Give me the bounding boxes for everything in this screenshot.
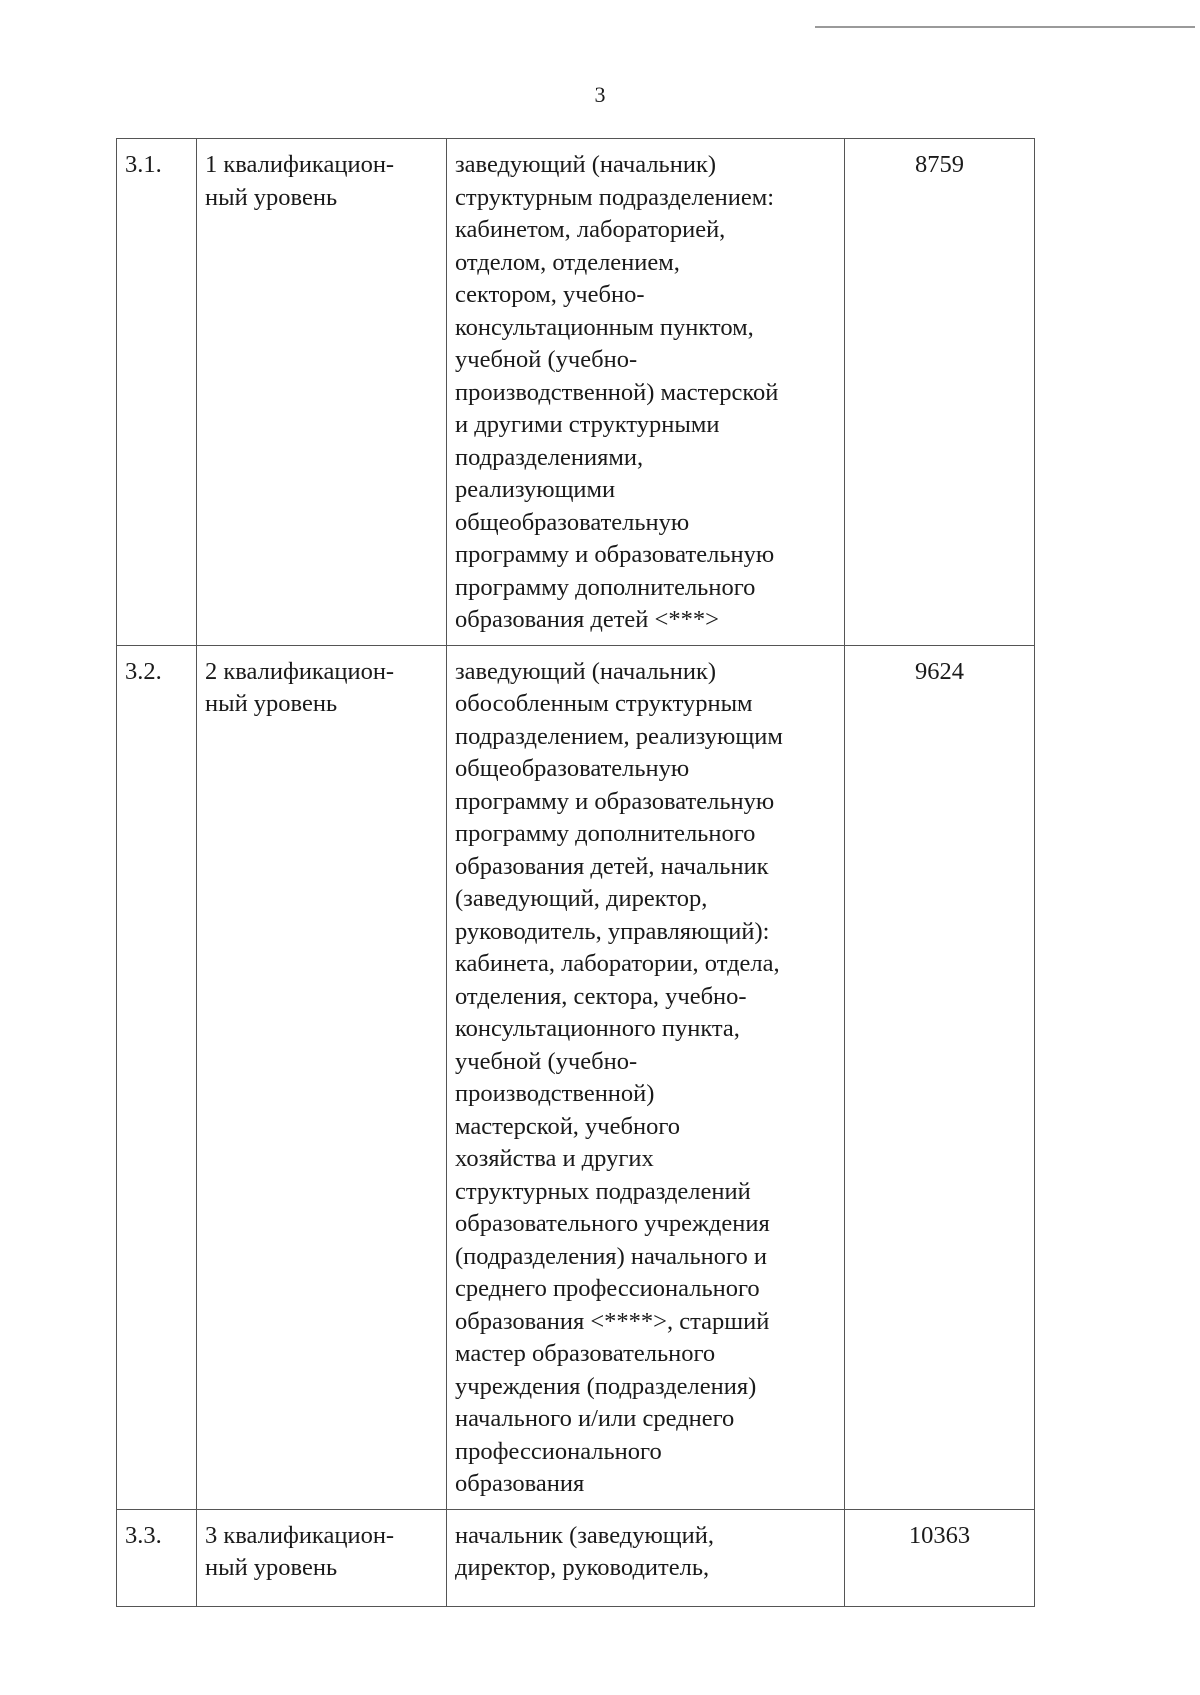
qualification-level: 3 квалификацион- ный уровень [197, 1509, 447, 1606]
position-list: заведующий (начальник) обособленным структурным подразделением, реализующим общеобразовательную программу и образовательную программу дополнительного образования детей, начальник (заведующий, директор, руководитель, управляющий): кабинета, лаборатории, отдела, отделения, сектора, учебно- консультационного пункта, учебной (учебно- производственной) мастерской, учебного хозяйства и других структурных подразделений образовательного учреждения (подразделения) начального и среднего профессионального образования <****>, старший мастер образовательного учреждения (подразделения) начального и/или среднего профессионального образования [447, 645, 845, 1509]
row-number: 3.3. [117, 1509, 197, 1606]
table-row [117, 139, 1035, 646]
position-list: заведующий (начальник) структурным подразделением: кабинетом, лабораторией, отделом, отделением, сектором, учебно- консультационным пунктом, учебной (учебно- производственной) мастерской и другими структурными подразделениями, реализующими общеобразовательную программу и образовательную программу дополнительного образования детей <***> [447, 139, 845, 646]
scan-edge-line [815, 26, 1195, 28]
salary-amount: 9624 [845, 645, 1035, 1509]
position-list: начальник (заведующий, директор, руководитель, [447, 1509, 845, 1606]
page-number: 3 [594, 82, 606, 107]
salary-amount: 10363 [845, 1509, 1035, 1606]
qualification-level: 1 квалификацион- ный уровень [197, 139, 447, 646]
table-row [117, 645, 1035, 1509]
qualification-salary-table [116, 138, 1035, 1607]
row-number: 3.2. [117, 645, 197, 1509]
row-number: 3.1. [117, 139, 197, 646]
qualification-level: 2 квалификацион- ный уровень [197, 645, 447, 1509]
table-row [117, 1509, 1035, 1606]
salary-amount: 8759 [845, 139, 1035, 646]
